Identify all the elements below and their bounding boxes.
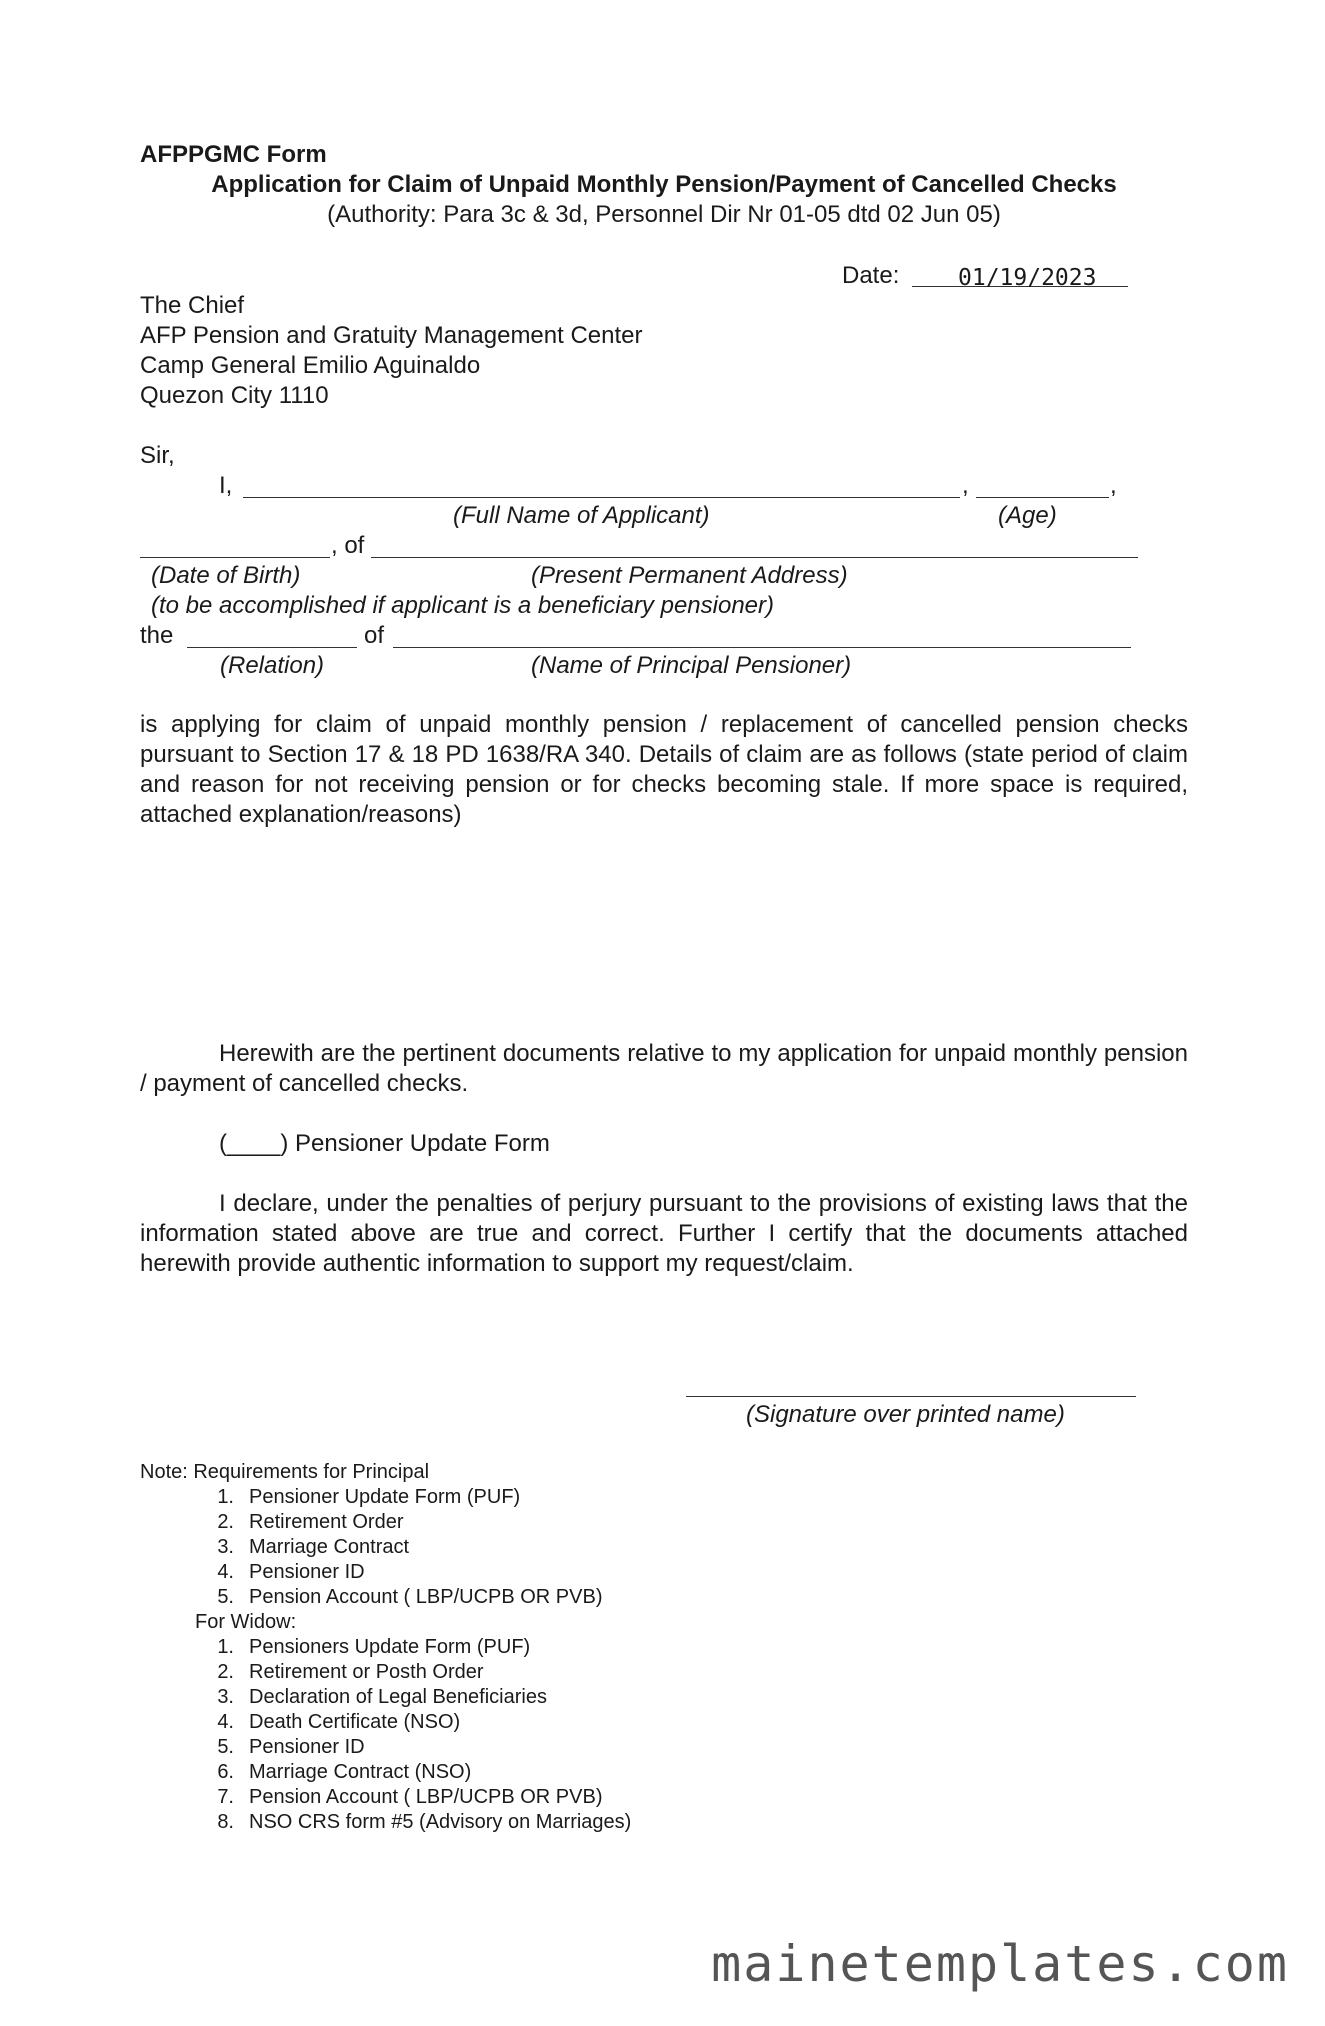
- principal-name-field[interactable]: [393, 647, 1131, 648]
- list-item: 7. Pension Account ( LBP/UCPB OR PVB): [217, 1786, 603, 1808]
- watermark: mainetemplates.com: [711, 1935, 1289, 1993]
- declaration-paragraph: I declare, under the penalties of perjury pursuant to the provisions of existing laws that the information stated above are true and correct. Further I certify that the documents attached herewith provide authentic information to support my request/claim.: [140, 1190, 1188, 1277]
- addressee-line2: AFP Pension and Gratuity Management Center: [140, 322, 643, 349]
- documents-paragraph: Herewith are the pertinent documents relative to my application for unpaid monthly pension / payment of cancelled checks.: [140, 1040, 1188, 1097]
- full-name-caption: (Full Name of Applicant): [453, 502, 710, 529]
- address-caption: (Present Permanent Address): [531, 562, 848, 589]
- list-item: 3. Declaration of Legal Beneficiaries: [217, 1686, 547, 1708]
- age-caption: (Age): [998, 502, 1057, 529]
- list-item: 6. Marriage Contract (NSO): [217, 1761, 472, 1783]
- address-field[interactable]: [371, 557, 1138, 558]
- list-item: 2. Retirement or Posth Order: [217, 1661, 484, 1683]
- list-item: 8. NSO CRS form #5 (Advisory on Marriages): [217, 1811, 632, 1833]
- relation-caption: (Relation): [220, 652, 325, 679]
- beneficiary-note: (to be accomplished if applicant is a beneficiary pensioner): [151, 592, 775, 619]
- salutation: Sir,: [140, 442, 175, 469]
- widow-requirements-heading: For Widow:: [195, 1611, 297, 1633]
- principal-requirements-heading: Note: Requirements for Principal: [140, 1461, 430, 1483]
- addressee-line3: Camp General Emilio Aguinaldo: [140, 352, 481, 379]
- comma-after-age: ,: [1110, 472, 1117, 499]
- widow-requirements-list: [200, 1635, 631, 1835]
- list-item: 1. Pensioner Update Form (PUF): [217, 1486, 521, 1508]
- claim-paragraph: is applying for claim of unpaid monthly pension / replacement of cancelled pension checks pursuant to Section 17 & 18 PD 1638/RA 340. Details of claim are as follows (state period of claim and reason for not receiving pension or for checks becoming stale. If more space is required, attached explanation/reasons): [140, 711, 1188, 828]
- list-item: 2. Retirement Order: [217, 1511, 404, 1533]
- of-label: , of: [331, 532, 365, 559]
- claim-details-area[interactable]: [140, 840, 1188, 1020]
- form-id: AFPPGMC Form: [140, 141, 327, 168]
- principal-requirements-list: [200, 1485, 603, 1610]
- principal-caption: (Name of Principal Pensioner): [531, 652, 852, 679]
- comma-after-name: ,: [962, 472, 969, 499]
- age-field[interactable]: [976, 497, 1109, 498]
- addressee-line1: The Chief: [140, 292, 245, 319]
- signature-line[interactable]: [686, 1396, 1136, 1397]
- date-label: Date:: [842, 262, 900, 289]
- pensioner-update-form-checkbox[interactable]: (____) Pensioner Update Form: [219, 1130, 550, 1157]
- the-label: the: [140, 622, 174, 649]
- list-item: 3. Marriage Contract: [217, 1536, 410, 1558]
- list-item: 1. Pensioners Update Form (PUF): [217, 1636, 531, 1658]
- i-label: I,: [219, 472, 233, 499]
- signature-caption: (Signature over printed name): [746, 1401, 1065, 1428]
- date-value[interactable]: 01/19/2023: [958, 265, 1097, 291]
- list-item: 5. Pensioner ID: [217, 1736, 365, 1758]
- form-authority: (Authority: Para 3c & 3d, Personnel Dir Nr 01-05 dtd 02 Jun 05): [327, 201, 1001, 228]
- dob-field[interactable]: [140, 557, 330, 558]
- list-item: 4. Pensioner ID: [217, 1561, 365, 1583]
- list-item: 5. Pension Account ( LBP/UCPB OR PVB): [217, 1586, 603, 1608]
- dob-caption: (Date of Birth): [151, 562, 301, 589]
- relation-field[interactable]: [187, 647, 357, 648]
- full-name-field[interactable]: [243, 497, 960, 498]
- form-title: Application for Claim of Unpaid Monthly Pension/Payment of Cancelled Checks: [211, 171, 1117, 198]
- list-item: 4. Death Certificate (NSO): [217, 1711, 461, 1733]
- addressee-line4: Quezon City 1110: [140, 382, 329, 409]
- of2-label: of: [364, 622, 385, 649]
